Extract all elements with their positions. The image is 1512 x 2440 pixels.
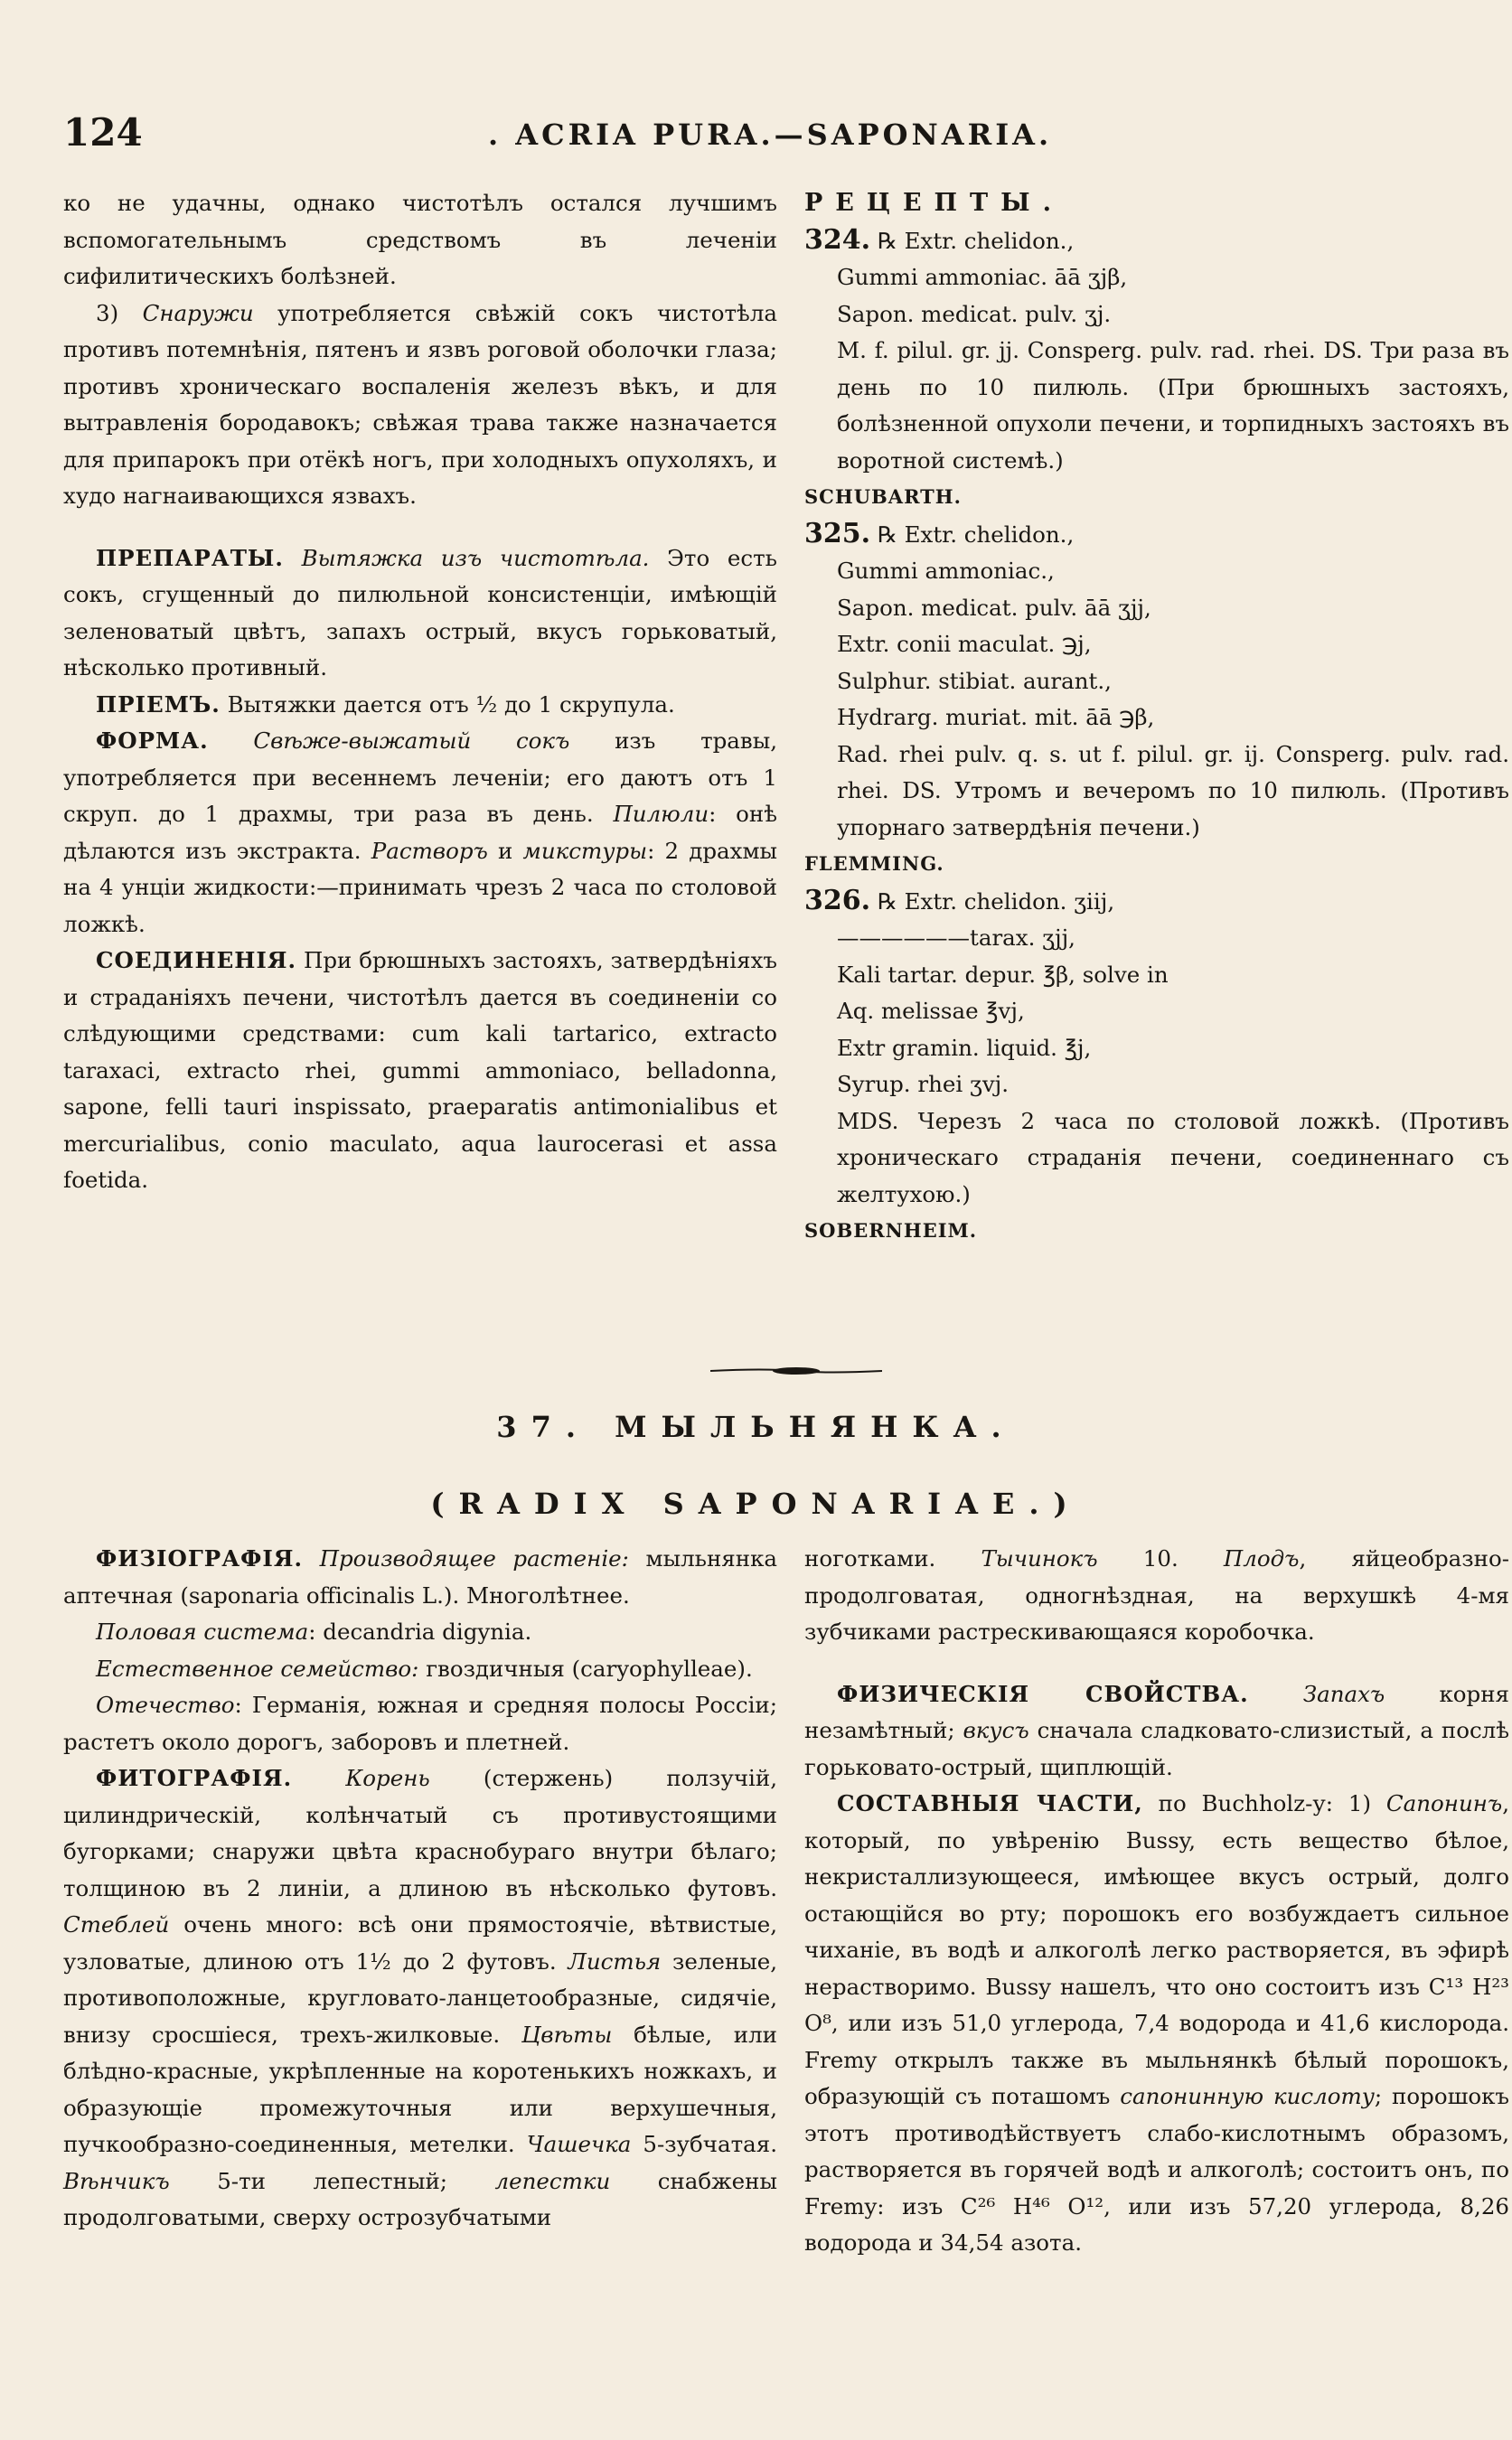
paragraph-constituents	[804, 1786, 1509, 2262]
recipe-line: Syrup. rhei ʒvj.	[837, 1071, 1010, 1097]
emphasis: микстуры	[522, 837, 648, 864]
text: по Buchholz-у: 1)	[1142, 1790, 1386, 1816]
section-heading: ПРІЕМЪ.	[96, 690, 221, 718]
text: изъ травы, употребляется при весеннемъ леченіи; его даютъ отъ 1 скруп. до 1 драхмы, три раза въ день.	[63, 727, 777, 827]
section-heading: СОСТАВНЫЯ ЧАСТИ,	[837, 1790, 1143, 1816]
recipe-author: SCHUBARTH.	[804, 485, 962, 508]
right-column-recipes	[804, 185, 1509, 1250]
paragraph-homeland	[63, 1687, 777, 1760]
text: Вытяжки дается отъ ½ до 1 скрупула.	[220, 690, 675, 718]
page-header	[63, 110, 1500, 164]
recipe-number: 324.	[804, 223, 871, 256]
recipe-line: Sapon. medicat. pulv. ʒj.	[837, 300, 1112, 327]
text: бѣлые, или блѣдно-красные, укрѣпленные на коротенькихъ ножкахъ, и образующіе промежуточныя или верхушечныя, пучкообразно-соединенныя, метелки.	[63, 2021, 777, 2157]
emphasis: Вытяжка изъ чистотѣла.	[301, 544, 650, 571]
paragraph-sexual-system	[63, 1614, 777, 1651]
recipes-heading: РЕЦЕПТЫ.	[804, 189, 1064, 217]
recipe-instructions: M. f. pilul. gr. jj. Consperg. pulv. rad. rhei. DS. Три раза въ день по 10 пилюль. (При брюшныхъ застояхъ, болѣзненной опухоли печени, и торпидныхъ застояхъ въ воротной системѣ.)	[837, 337, 1509, 474]
recipe-line	[804, 883, 1509, 921]
left-column-upper	[63, 185, 777, 1199]
emphasis: Плодъ	[1223, 1545, 1300, 1572]
text: : 2 драхмы на 4 унціи жидкости:—принимать чрезъ 2 часа по столовой ложкѣ.	[63, 837, 778, 937]
recipe-line: Gummi ammoniac. āā ʒjβ,	[837, 264, 1128, 290]
text: сначала сладковато-слизистый, а послѣ горьковато-острый, щиплющій.	[804, 1717, 1509, 1780]
emphasis: Сапонинъ	[1385, 1790, 1503, 1816]
recipe-326	[804, 883, 1509, 1250]
section-heading: ПРЕПАРАТЫ.	[96, 544, 284, 571]
emphasis: лепестки	[494, 2167, 611, 2194]
recipe-instructions: MDS. Черезъ 2 часа по столовой ложкѣ. (Противъ хроническаго страданія печени, соединеннаго съ желтухою.)	[837, 1107, 1509, 1207]
paragraph-combinations	[63, 943, 777, 1199]
emphasis: Листья	[568, 1947, 662, 1975]
emphasis: Производящее растеніе:	[319, 1545, 629, 1572]
emphasis: Стеблей	[63, 1911, 170, 1938]
text: 10.	[1097, 1545, 1224, 1572]
text: , который, по увѣренію Bussy, есть вещество бѣлое, некристаллизующееся, имѣющее вкусъ острый, долго остающійся во рту; порошокъ его возбуждаетъ сильное чиханіе, въ водѣ и алкоголѣ легко растворяется, въ эфирѣ нерастворимо. Bussy нашелъ, что оно состоитъ изъ C¹³ H²³ O⁸, или изъ 51,0 углерода, 7,4 водорода и 41,6 кислорода. Fremy открылъ также въ мыльнянкѣ бѣлый порошокъ, образующій съ поташомъ	[804, 1790, 1509, 2109]
section-title: 37. МЫЛЬНЯНКА.	[496, 1410, 1016, 1444]
recipe-324	[804, 222, 1509, 516]
section-heading: ФИЗІОГРАФІЯ.	[96, 1545, 303, 1572]
section-subtitle: (RADIX SAPONARIAE.)	[430, 1487, 1082, 1521]
emphasis: Снаружи	[142, 299, 254, 326]
recipe-line: Sulphur. stibiat. aurant.,	[837, 667, 1112, 694]
recipe-line: Gummi ammoniac.,	[837, 558, 1055, 584]
paragraph-family	[63, 1651, 777, 1688]
text: При брюшныхъ застояхъ, затвердѣніяхъ и страданіяхъ печени, чистотѣлъ дается въ соединеніи со слѣдующими средствами: cum kali tartarico, extracto taraxaci, extracto rhei, gummi ammoniaco, belladonna, sapone, felli tauri inspissato, praeparatis antimonialibus et mercurialibus, conio maculato, aqua laurocerasi et assa foetida.	[63, 947, 777, 1193]
text: 5-зубчатая.	[631, 2131, 777, 2157]
emphasis: Цвѣты	[521, 2021, 613, 2048]
recipe-instructions: Rad. rhei pulv. q. s. ut f. pilul. gr. ij. Consperg. pulv. rad. rhei. DS. Утромъ и вечеромъ по 10 пилюль. (Противъ упорнаго затвердѣнія печени.)	[837, 740, 1509, 840]
recipe-line: Hydrarg. muriat. mit. āā ℈β,	[837, 704, 1155, 730]
page-number: 124	[63, 110, 143, 155]
text: Это есть сокъ, сгущенный до пилюльной консистенціи, имѣющій зеленоватый цвѣтъ, запахъ острый, вкусъ горьковатый, нѣсколько противный.	[63, 544, 777, 680]
text: гвоздичныя (caryophylleae).	[418, 1655, 753, 1682]
text: ноготками.	[804, 1545, 981, 1572]
emphasis: Корень	[345, 1765, 430, 1791]
running-head: . ACRIA PURA.—SAPONARIA.	[488, 117, 1053, 152]
recipe-number: 325.	[804, 517, 871, 549]
ingredient: ℞ Extr. chelidon.,	[877, 521, 1075, 548]
emphasis: Запахъ	[1302, 1680, 1385, 1707]
recipe-line: Sapon. medicat. pulv. āā ʒjj,	[837, 594, 1151, 621]
emphasis: Пилюли	[613, 801, 709, 827]
ingredient: ℞ Extr. chelidon.,	[877, 227, 1075, 254]
recipe-325	[804, 516, 1509, 883]
recipe-line: Extr gramin. liquid. ℥j,	[837, 1034, 1092, 1061]
emphasis: Вѣнчикъ	[63, 2167, 170, 2194]
right-column-lower	[804, 1541, 1509, 2262]
recipe-line	[804, 222, 1509, 260]
recipe-author: FLEMMING.	[804, 852, 944, 875]
paragraph-form	[63, 723, 777, 943]
text: и	[487, 837, 523, 864]
recipe-author: SOBERNHEIM.	[804, 1219, 978, 1242]
paragraph-external-use	[63, 296, 777, 515]
ingredient: ℞ Extr. chelidon. ʒiij,	[877, 887, 1115, 915]
text: мыльнянка аптечная (saponaria officinalis L.). Многолѣтнее.	[63, 1545, 777, 1609]
emphasis: Тычинокъ	[981, 1545, 1098, 1572]
emphasis: Естественное семейство:	[96, 1655, 419, 1682]
emphasis: вкусъ	[963, 1717, 1029, 1743]
paragraph-preparations	[63, 540, 777, 687]
emphasis: Половая система	[96, 1619, 309, 1645]
text: , яйцеобразно-продолговатая, одногнѣздная, на верхушкѣ 4-мя зубчиками растрескивающаяся коробочка.	[804, 1545, 1509, 1645]
emphasis: Свѣже-выжатый сокъ	[253, 727, 570, 754]
text: ; порошокъ этотъ противодѣйствуетъ слабо-кислотнымъ образомъ, растворяется въ горячей водѣ и алкоголѣ; состоитъ онъ, по Fremy: изъ C²⁶ H⁴⁶ O¹², или изъ 57,20 углерода, 8,26 водорода и 34,54 азота.	[804, 2083, 1509, 2256]
emphasis: Растворъ	[371, 837, 488, 864]
text: зеленые, противоположные, кругловато-ланцетообразные, сидячіе, внизу сросшіеся, трехъ-жилковые.	[63, 1947, 777, 2048]
text: употребляется свѣжій сокъ чистотѣла противъ потемнѣнія, пятенъ и язвъ роговой оболочки глаза; противъ хроническаго воспаленія железъ вѣкъ, и для вытравленія бородавокъ; свѣжая трава также назначается для припарокъ при отёкѣ ногъ, при холодныхъ опухоляхъ, и худо нагнаивающихся язвахъ.	[63, 299, 777, 509]
recipe-line	[804, 516, 1509, 554]
recipe-line: Extr. conii maculat. ℈j,	[837, 631, 1092, 657]
text: : онѣ дѣлаются изъ экстракта.	[63, 801, 777, 864]
section-heading: ФОРМА.	[96, 727, 209, 754]
recipe-line: Kali tartar. depur. ℥β, solve in	[837, 961, 1169, 988]
paragraph-phytography	[63, 1760, 777, 2237]
paragraph-continuation	[804, 1541, 1509, 1651]
recipe-line: ——————tarax. ʒjj,	[837, 924, 1075, 951]
spacer	[63, 515, 777, 540]
text: : Германія, южная и средняя полосы Россіи; растетъ около дорогъ, заборовъ и плетней.	[63, 1692, 777, 1755]
section-heading: ФИТОГРАФІЯ.	[96, 1765, 293, 1791]
emphasis: Отечество	[96, 1692, 235, 1718]
left-column-lower	[63, 1541, 777, 2237]
text: (стержень) ползучій, цилиндрическій, колѣнчатый съ противустоящими бугорками; снаружи цвѣта краснобураго внутри бѣлаго; толщиною въ 2 линіи, а длиною въ нѣсколько футовъ.	[63, 1765, 777, 1901]
text: : decandria digynia.	[308, 1619, 532, 1645]
paragraph-physiography	[63, 1541, 777, 1614]
text: очень много: всѣ они прямостоячіе, вѣтвистые, узловатые, длиною отъ 1½ до 2 футовъ.	[63, 1911, 777, 1975]
ornament-divider-icon	[710, 1365, 882, 1377]
paragraph-dose	[63, 687, 777, 724]
section-heading: СОЕДИНЕНІЯ.	[96, 947, 297, 973]
emphasis: сапонинную кислоту	[1120, 2083, 1375, 2109]
emphasis: Чашечка	[526, 2131, 632, 2157]
paragraph-continuation: ко не удачны, однако чистотѣлъ остался лучшимъ вспомогательнымъ средствомъ въ леченіи сифилитическихъ болѣзней.	[63, 190, 777, 289]
recipe-number: 326.	[804, 884, 871, 916]
paragraph-physical-properties	[804, 1676, 1509, 1787]
spacer	[804, 1651, 1509, 1676]
text: снабжены продолговатыми, сверху острозубчатыми	[63, 2167, 777, 2230]
text: корня незамѣтный;	[804, 1680, 1509, 1743]
recipe-line: Aq. melissae ℥vj,	[837, 998, 1025, 1024]
text: 5-ти лепестный;	[169, 2167, 495, 2194]
section-heading: ФИЗИЧЕСКІЯ СВОЙСТВА.	[837, 1680, 1249, 1707]
list-number: 3)	[96, 299, 143, 326]
